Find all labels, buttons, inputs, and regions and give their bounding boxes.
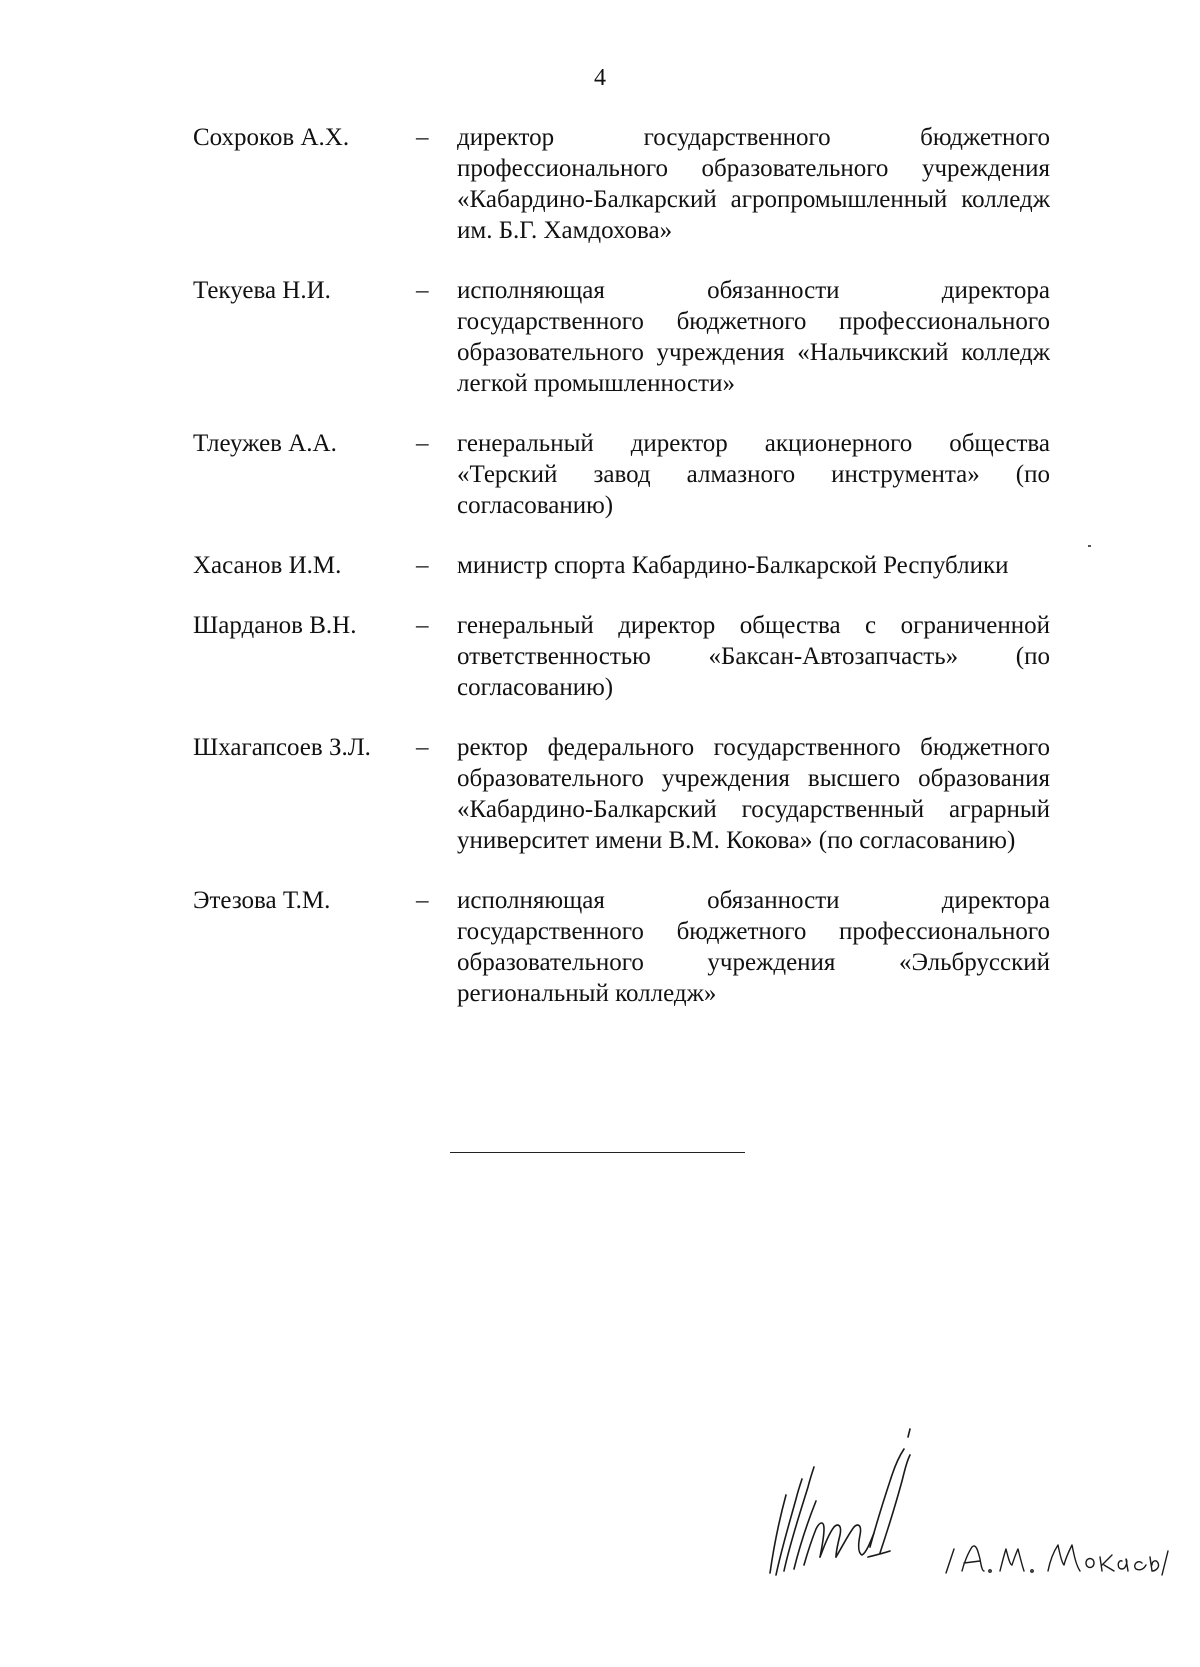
handwritten-signature xyxy=(750,1425,1170,1585)
dash-separator: – xyxy=(416,124,429,151)
dash-separator: – xyxy=(416,734,429,761)
list-item xyxy=(193,428,1053,521)
member-position: исполняющая обязанности директора государственного бюджетного профессионального образовательного учреждения «Нальчикский колледж легкой промышленности» xyxy=(457,277,1050,397)
dash-separator: – xyxy=(416,430,429,457)
list-item xyxy=(193,885,1053,1009)
member-name: Хасанов И.М. xyxy=(193,552,342,579)
member-name: Текуева Н.И. xyxy=(193,277,331,304)
list-item xyxy=(193,732,1053,856)
member-position: генеральный директор общества с ограниченной ответственностью «Баксан-Автозапчасть» (по согласованию) xyxy=(457,612,1050,701)
dash-separator: – xyxy=(416,612,429,639)
member-position: исполняющая обязанности директора государственного бюджетного профессионального образовательного учреждения «Эльбрусский региональный колледж» xyxy=(457,887,1050,1007)
member-position: генеральный директор акционерного общества «Терский завод алмазного инструмента» (по согласованию) xyxy=(457,430,1050,519)
member-position: директор государственного бюджетного профессионального образовательного учреждения «Кабардино-Балкарский агропромышленный колледж им. Б.Г. Хамдохова» xyxy=(457,124,1050,244)
member-list xyxy=(193,122,1053,1038)
list-item xyxy=(193,550,1053,581)
member-name: Шхагапсоев З.Л. xyxy=(193,734,371,761)
member-name: Тлеужев А.А. xyxy=(193,430,337,457)
closing-divider xyxy=(450,1152,745,1153)
member-position: министр спорта Кабардино-Балкарской Республики xyxy=(457,552,1009,579)
dash-separator: – xyxy=(416,277,429,304)
dash-separator: – xyxy=(416,887,429,914)
list-item xyxy=(193,275,1053,399)
scan-speck xyxy=(1088,545,1091,547)
member-name: Этезова Т.М. xyxy=(193,887,331,914)
list-item xyxy=(193,610,1053,703)
member-position: ректор федерального государственного бюджетного образовательного учреждения высшего образования «Кабардино-Балкарский государственный аграрный университет имени В.М. Кокова» (по согласованию) xyxy=(457,734,1050,854)
member-name: Шарданов В.Н. xyxy=(193,612,357,639)
list-item xyxy=(193,122,1053,246)
member-name: Сохроков А.Х. xyxy=(193,124,350,151)
dash-separator: – xyxy=(416,552,429,579)
page-number: 4 xyxy=(594,65,606,91)
